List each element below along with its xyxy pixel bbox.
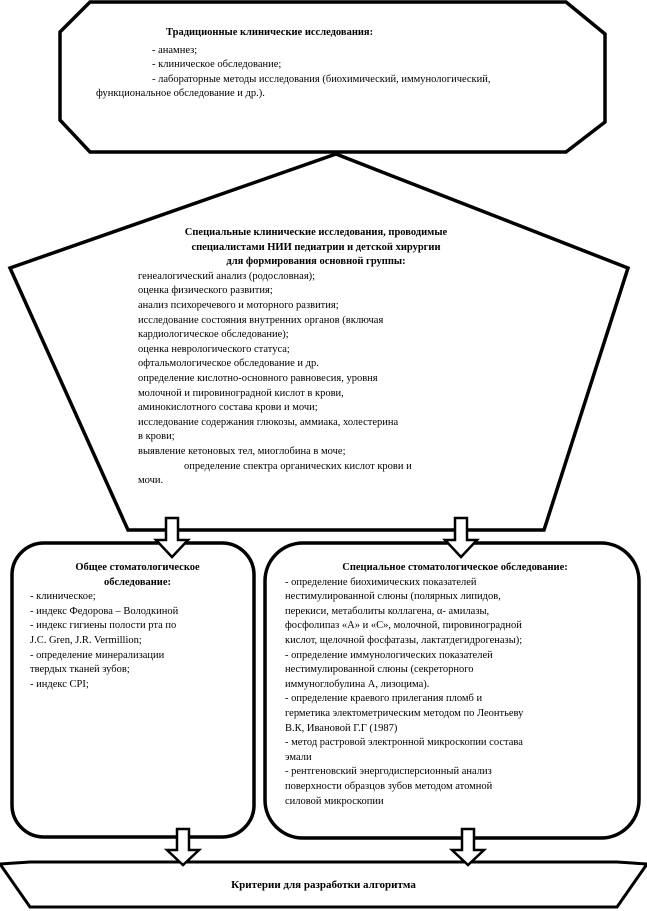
general-dental-line: твердых тканей зубов; (30, 664, 130, 676)
special-dental-line: перекиси, метаболиты коллагена, α- амилазы, (285, 605, 490, 617)
special-clinical-line: в крови; (138, 431, 175, 443)
special-clinical-title-line: для формирования основной группы: (226, 256, 406, 268)
traditional-item: - клиническое обследование; (152, 59, 282, 71)
special-clinical-line: офтальмологическое обследование и др. (138, 358, 319, 370)
traditional-item: - анамнез; (152, 44, 198, 56)
special-dental-line: нестимулированной слюны (полярных липидов, (285, 591, 501, 603)
traditional-item: - лабораторные методы исследования (биохимический, иммунологический, (152, 73, 491, 85)
general-dental-line: - клиническое; (30, 591, 96, 603)
special-clinical-line: кардиологическое обследование); (138, 329, 289, 341)
traditional-title: Традиционные клинические исследования: (166, 27, 374, 38)
special-dental-line: поверхности образцов зубов методом атомной (285, 780, 493, 792)
special-dental-line: эмали (285, 751, 312, 763)
general-dental-line: J.C. Gren, J.R. Vermillion; (30, 634, 142, 646)
special-clinical-line: генеалогический анализ (родословная); (138, 270, 316, 282)
special-clinical-line: исследование состояния внутренних органов (включая (138, 314, 384, 326)
general-dental-title-line: Общее стоматологическое (75, 562, 200, 573)
special-clinical-line: мочи. (138, 475, 164, 487)
special-dental-line: - определение биохимических показателей (285, 576, 477, 588)
special-clinical-line: выявление кетоновых тел, миоглобина в моче; (138, 445, 346, 457)
special-dental-line: кислот, щелочной фосфатазы, лактатдегидрогеназы); (285, 634, 523, 646)
traditional-research-text (96, 26, 596, 102)
special-dental-line: иммуноглобулина А, лизоцима). (285, 678, 430, 690)
traditional-item-continued: функциональное обследование и др.). (96, 88, 265, 100)
special-dental-line: фосфолипаз «А» и «С», молочной, пировиноградной (285, 620, 522, 632)
special-clinical-line: определение спектра органических кислот крови и (184, 460, 412, 472)
general-dental-line: - индекс гигиены полости рта по (30, 620, 177, 632)
general-dental-text (30, 561, 245, 692)
special-dental-line: - метод растровой электронной микроскопии состава (285, 737, 523, 749)
special-clinical-line: оценка неврологического статуса; (138, 343, 290, 355)
general-dental-title-line: обследование: (103, 576, 172, 588)
general-dental-line: - определение минерализации (30, 649, 165, 661)
special-clinical-line: аминокислотного состава крови и мочи; (138, 402, 318, 414)
special-dental-text (285, 561, 625, 809)
special-dental-line: нестимулированной слюны (секреторного (285, 664, 474, 676)
special-clinical-line: оценка физического развития; (138, 285, 273, 297)
special-clinical-line: исследование содержания глюкозы, аммиака, холестерина (138, 416, 399, 428)
special-dental-line: силовой микроскопии (285, 795, 384, 807)
special-dental-line: герметика электометрическим методом по Леонтьеву (285, 707, 524, 719)
special-clinical-line: молочной и пировиноградной кислот в крови, (138, 387, 344, 399)
special-clinical-title-line: специалистами НИИ педиатрии и детской хирургии (191, 241, 441, 253)
special-clinical-title-line: Специальные клинические исследования, проводимые (184, 227, 448, 238)
special-dental-line: В.К, Ивановой Г.Г (1987) (285, 722, 398, 734)
special-dental-line: - определение краевого прилегания пломб и (285, 693, 483, 705)
general-dental-line: - индекс CPI; (30, 678, 89, 690)
special-dental-line: - определение иммунологических показателей (285, 649, 493, 661)
general-dental-line: - индекс Федорова – Володкиной (30, 605, 179, 617)
special-clinical-line: определение кислотно-основного равновесия, уровня (138, 372, 378, 384)
special-dental-title: Специальное стоматологическое обследование: (342, 562, 568, 573)
special-clinical-line: анализ психоречевого и моторного развития; (138, 299, 339, 311)
special-dental-line: - рентгеновский энергодисперсионный анализ (285, 766, 492, 778)
criteria-title: Критерии для разработки алгоритма (231, 879, 416, 891)
special-clinical-text (136, 226, 496, 489)
